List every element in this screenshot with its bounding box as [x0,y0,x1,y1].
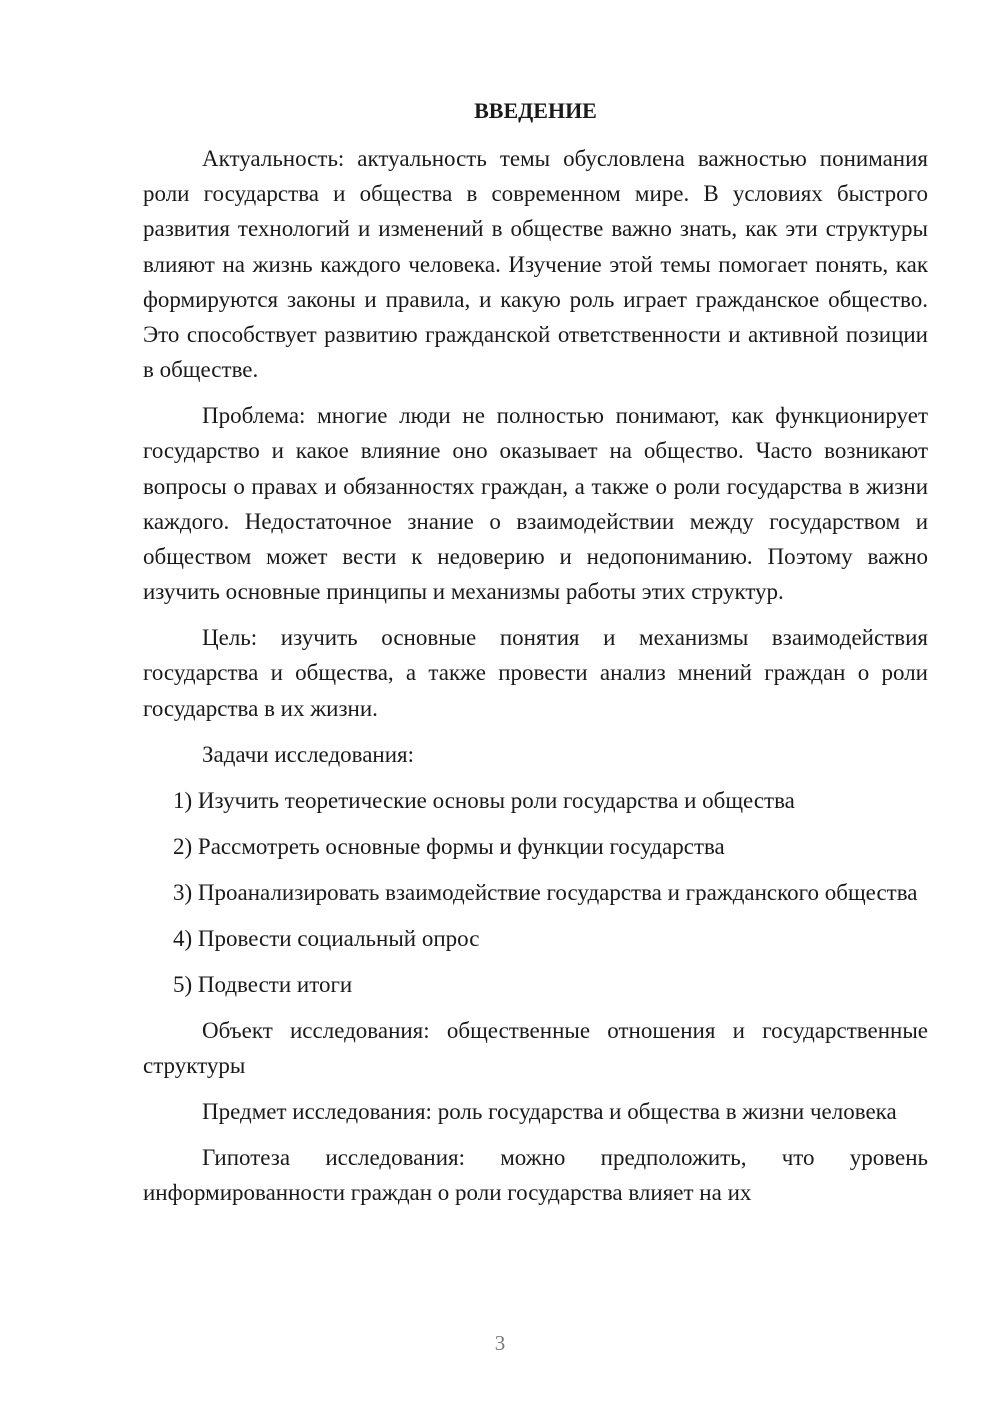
research-object-paragraph: Объект исследования: общественные отношения и государственные структуры [143,1017,928,1078]
page-content [143,94,928,1210]
task-item: 4) Провести социальный опрос [173,925,480,951]
task-item: 5) Подвести итоги [173,971,353,997]
page-title: ВВЕДЕНИЕ [474,98,597,123]
task-item: 1) Изучить теоретические основы роли государства и общества [173,787,795,813]
page-number: 3 [494,1331,506,1355]
relevance-paragraph: Актуальность: актуальность темы обусловлена важностью понимания роли государства и общества в современном мире. В условиях быстрого развития технологий и изменений в обществе важно знать, как эти структуры влияют на жизнь каждого человека. Изучение этой темы помогает понять, как формируются законы и правила, и какую роль играет гражданское общество. Это способствует развитию гражданской ответственности и активной позиции в обществе. [143,146,928,383]
task-item: 2) Рассмотреть основные формы и функции государства [173,833,725,859]
research-subject-paragraph: Предмет исследования: роль государства и общества в жизни человека [202,1098,897,1124]
problem-paragraph: Проблема: многие люди не полностью понимают, как функционирует государство и какое влияние оно оказывает на общество. Часто возникают вопросы о правах и обязанностях граждан, а также о роли государства в жизни каждого. Недостаточное знание о взаимодействии между государством и обществом может вести к недоверию и недопониманию. Поэтому важно изучить основные принципы и механизмы работы этих структур. [143,403,928,605]
tasks-heading: Задачи исследования: [202,741,415,767]
task-item: 3) Проанализировать взаимодействие государства и гражданского общества [173,879,918,905]
goal-paragraph: Цель: изучить основные понятия и механизмы взаимодействия государства и общества, а также провести анализ мнений граждан о роли государства в их жизни. [143,625,928,721]
hypothesis-paragraph: Гипотеза исследования: можно предположить, что уровень информированности граждан о роли государства влияет на их [143,1144,928,1206]
